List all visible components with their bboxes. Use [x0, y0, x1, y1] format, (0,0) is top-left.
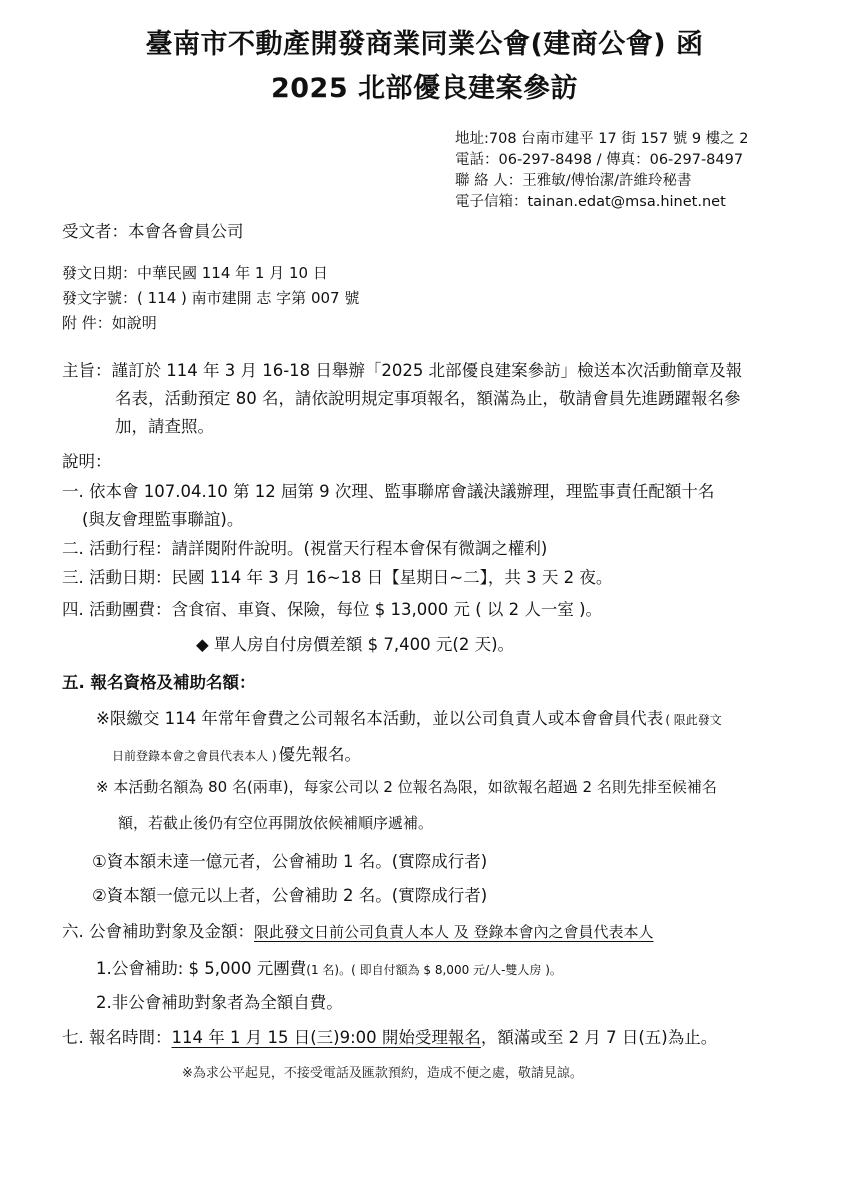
contact-email: 電子信箱：tainan.edat@msa.hinet.net: [455, 194, 726, 210]
item-7: [62, 1024, 717, 1048]
item-1-line-2: (與友會理監事聯誼)。: [82, 510, 244, 529]
item-5-heading: 五. 報名資格及補助名額：: [62, 673, 256, 692]
item-7-suffix: ，額滿或至 2 月 7 日(五)為止。: [480, 1028, 718, 1047]
item-6-1: [96, 955, 562, 979]
item-7-prefix: 七. 報名時間：: [62, 1028, 172, 1047]
item-5-note-1-main: ※限繳交 114 年常年會費之公司報名本活動，並以公司負責人或本會會員代表: [96, 709, 664, 728]
item-5-condition-2: ②資本額一億元以上者，公會補助 2 名。(實際成行者): [92, 886, 488, 905]
item-4: 四. 活動團費：含食宿、車資、保險，每位 $ 13,000 元 ( 以 2 人一室 )。: [62, 600, 603, 619]
attachment: 附 件：如說明: [62, 314, 157, 332]
document-number: 發文字號：( 114 ) 南市建開 志 字第 007 號: [62, 289, 360, 307]
item-5-condition-1: ①資本額未達一億元者，公會補助 1 名。(實際成行者): [92, 852, 488, 871]
item-6-heading-text: 六. 公會補助對象及金額：: [62, 922, 254, 941]
item-5-note-2-line-1: ※ 本活動名額為 80 名(兩車)，每家公司以 2 位報名為限，如欲報名超過 2 名則先排至候補名: [96, 778, 717, 796]
item-5-note-1-small-a: ( 限此發文: [665, 713, 722, 727]
item-5-note-1: [96, 705, 722, 729]
item-5-note-1-tail: 優先報名。: [278, 745, 361, 764]
item-5-note-1-small-b: 日前登錄本會之會員代表本人 ): [112, 749, 277, 763]
item-5-note-1-cont: [112, 741, 361, 765]
item-6-heading-underlined: 限此發文日前公司負責人本人 及 登錄本會內之會員代表本人: [254, 923, 654, 941]
subject-line-3: 加，請查照。: [115, 417, 214, 436]
item-7-underlined: 114 年 1 月 15 日(三)9:00 開始受理報名: [171, 1028, 481, 1047]
contact-person: 聯 絡 人：王雅敏/傅怡潔/許維玲秘書: [455, 173, 692, 189]
contact-phone-fax: 電話：06-297-8498 / 傳真：06-297-8497: [455, 152, 744, 168]
explain-heading: 說明：: [62, 452, 112, 471]
item-5-note-2-line-2: 額，若截止後仍有空位再開放依候補順序遞補。: [118, 814, 434, 832]
issue-date: 發文日期：中華民國 114 年 1 月 10 日: [62, 264, 328, 282]
document-title: 臺南市不動產開發商業同業公會(建商公會) 函: [145, 29, 704, 60]
contact-address: 地址:708 台南市建平 17 街 157 號 9 樓之 2: [455, 131, 749, 147]
footer-note: ※為求公平起見，不接受電話及匯款預約，造成不便之處，敬請見諒。: [182, 1066, 583, 1081]
item-6-1-small: (1 名)。( 即自付額為 $ 8,000 元/人-雙人房 )。: [306, 963, 562, 977]
item-3: 三. 活動日期：民國 114 年 3 月 16~18 日【星期日~二】，共 3 天 2 夜。: [62, 568, 613, 587]
item-6-heading: [62, 918, 654, 942]
recipient: 受文者：本會各會員公司: [62, 222, 244, 241]
item-4-single-room: ◆ 單人房自付房價差額 $ 7,400 元(2 天)。: [196, 635, 515, 654]
subject-line-1: 主旨：謹訂於 114 年 3 月 16-18 日舉辦「2025 北部優良建案參訪」檢送本次活動簡章及報: [62, 361, 743, 380]
item-1-line-1: 一. 依本會 107.04.10 第 12 屆第 9 次理、監事聯席會議決議辦理，理監事責任配額十名: [62, 482, 715, 501]
subject-line-2: 名表，活動預定 80 名，請依說明規定事項報名，額滿為止，敬請會員先進踴躍報名參: [115, 389, 741, 408]
item-6-2: 2.非公會補助對象者為全額自費。: [96, 993, 343, 1012]
item-2: 二. 活動行程：請詳閱附件說明。(視當天行程本會保有微調之權利): [62, 539, 548, 558]
item-6-1-main: 1.公會補助: $ 5,000 元團費: [96, 959, 307, 978]
document-subtitle: 2025 北部優良建案參訪: [270, 73, 579, 104]
